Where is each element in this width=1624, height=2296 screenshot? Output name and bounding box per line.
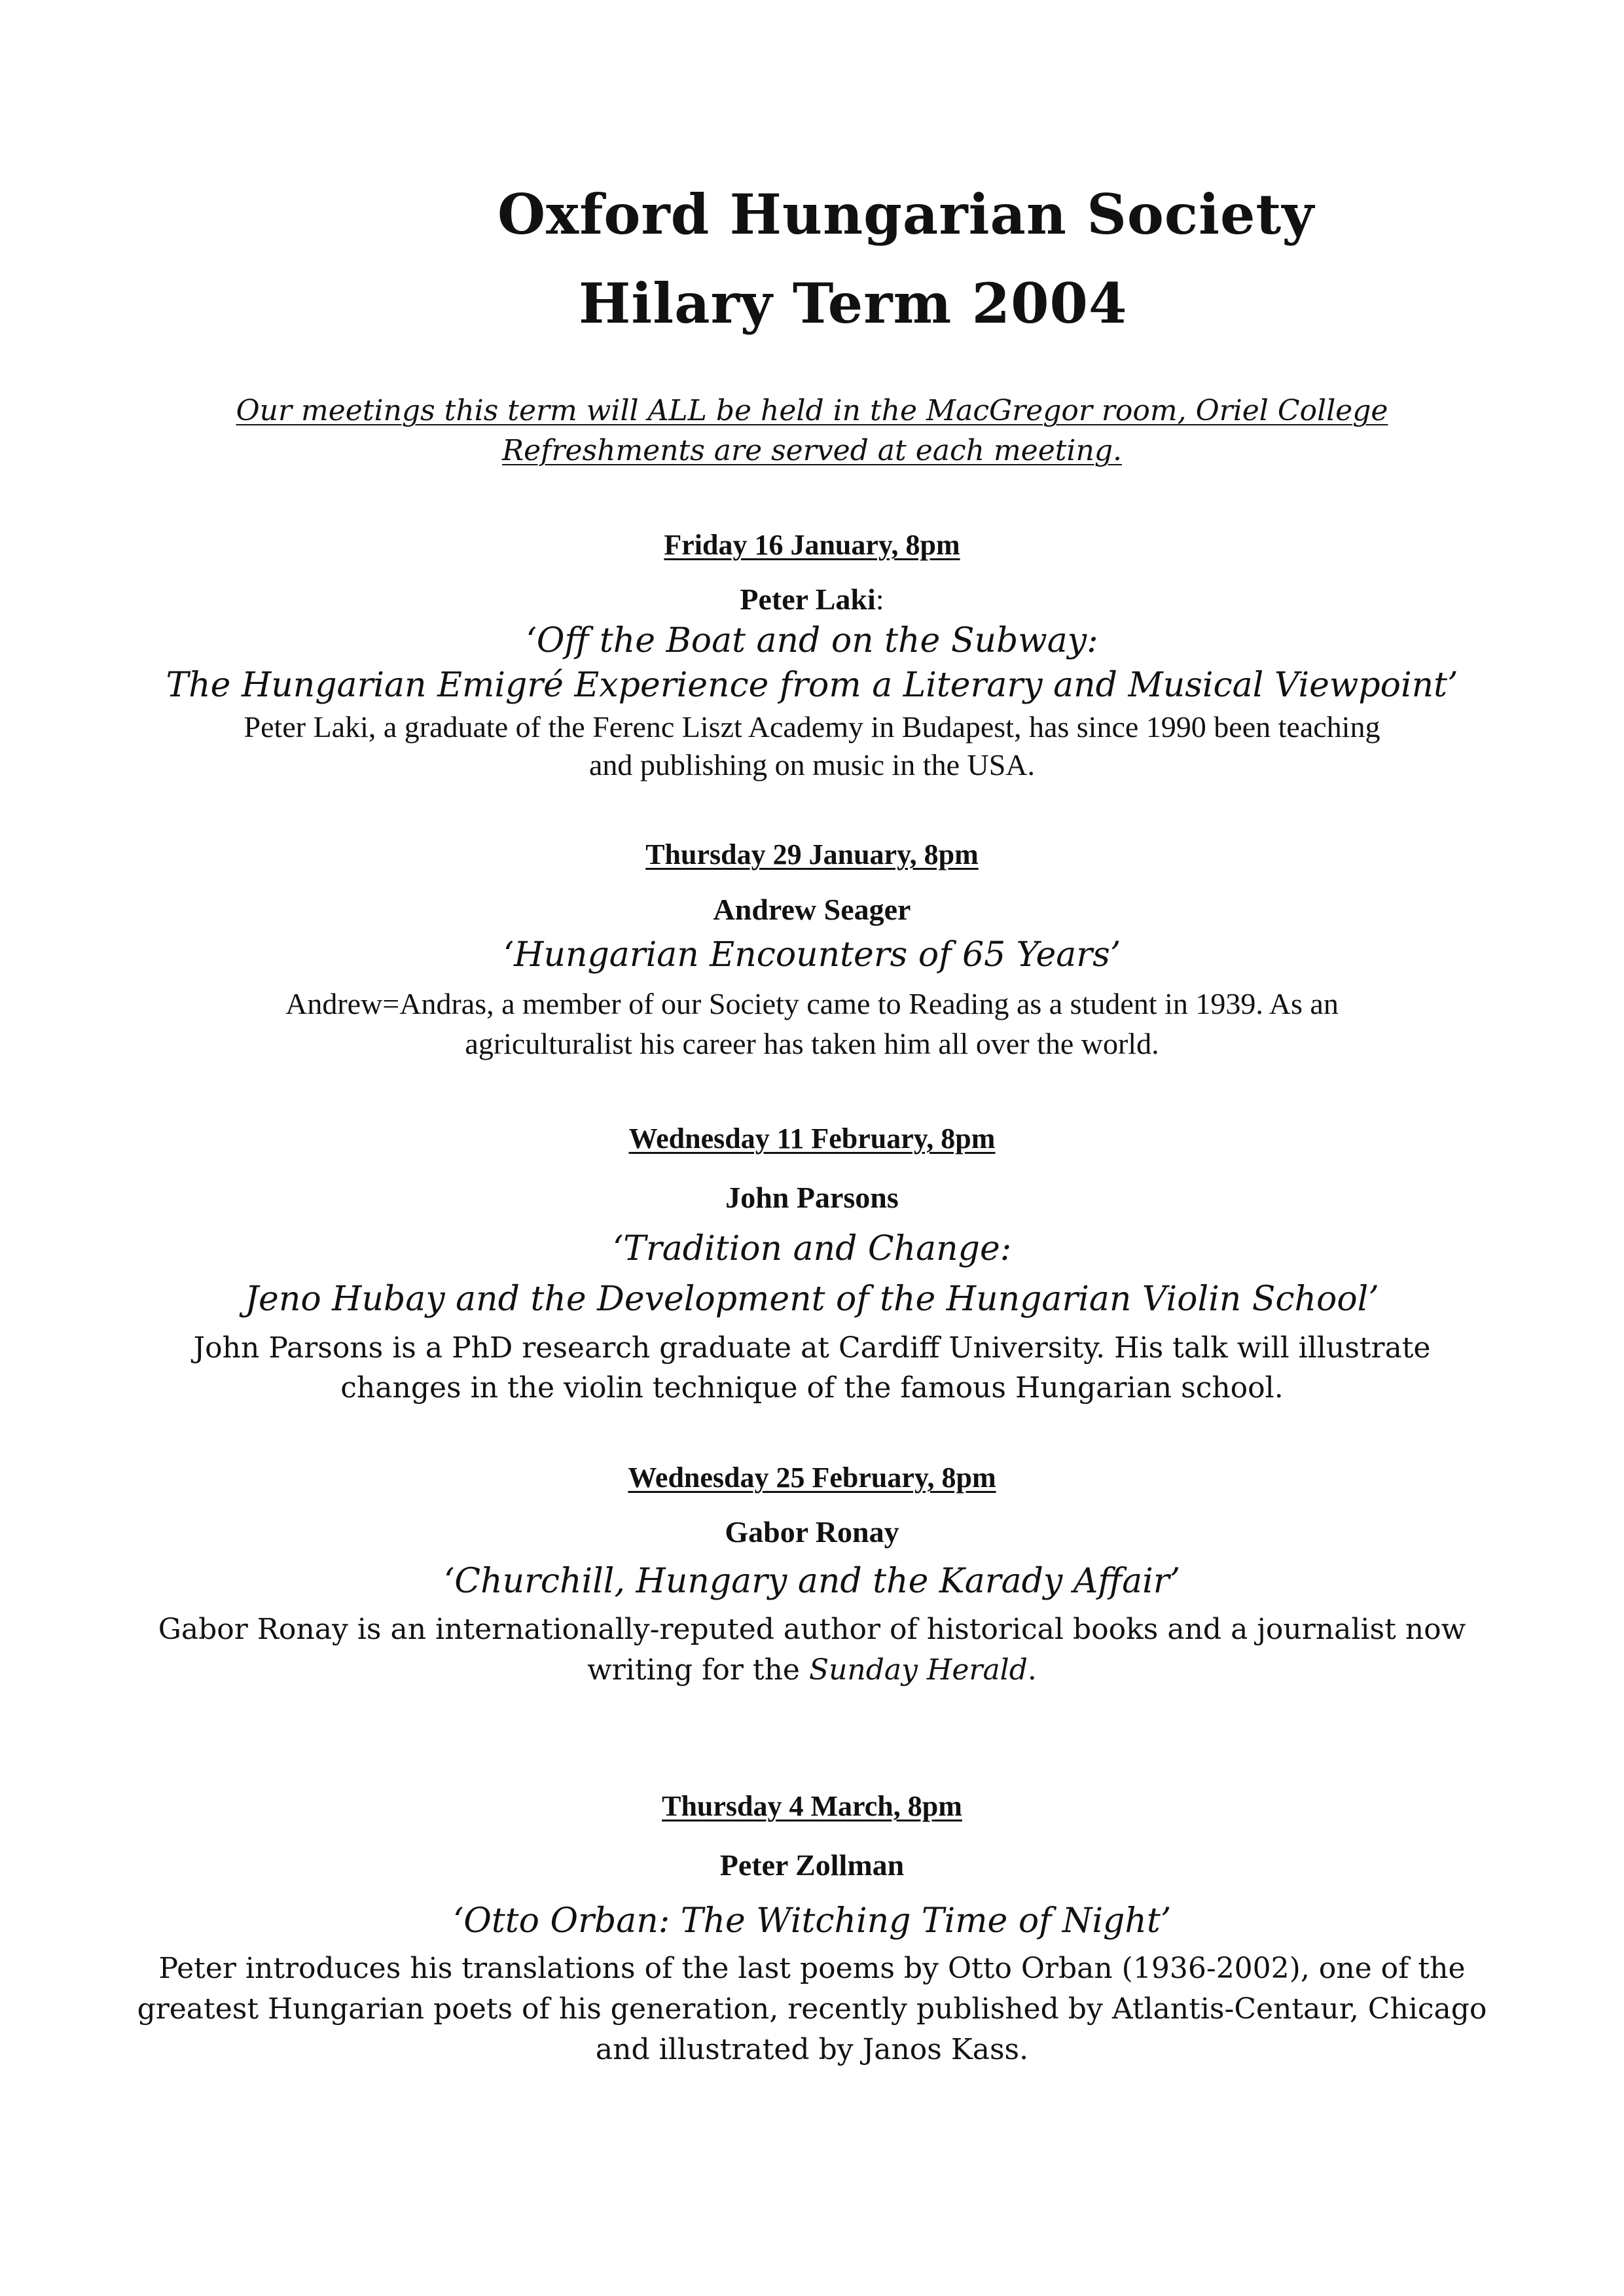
event-date: Wednesday 11 February, 8pm [628, 1122, 996, 1155]
event-talk-title: ‘Off the Boat and on the Subway: [526, 621, 1098, 660]
venue-notice: Our meetings this term will ALL be held in the MacGregor room, Oriel College [236, 394, 1388, 427]
refreshments-notice: Refreshments are served at each meeting. [502, 434, 1122, 467]
event-description: changes in the violin technique of the famous Hungarian school. [340, 1371, 1284, 1405]
event-speaker: Peter Zollman [719, 1848, 905, 1882]
event-speaker: Andrew Seager [713, 893, 911, 926]
event-speaker [131, 580, 1493, 619]
event-description: greatest Hungarian poets of his generation, recently published by Atlantis-Centaur, Chicago [137, 1992, 1487, 2026]
event-date: Thursday 29 January, 8pm [645, 838, 979, 870]
event-description: and publishing on music in the USA. [588, 748, 1036, 781]
event-talk-title: ‘Otto Orban: The Witching Time of Night’ [452, 1901, 1172, 1941]
term-title: Hilary Term 2004 [579, 271, 1128, 336]
event-speaker: John Parsons [725, 1181, 899, 1214]
event-description: Peter Laki, a graduate of the Ferenc Liszt Academy in Budapest, has since 1990 been teaching [244, 710, 1380, 744]
event-date: Thursday 4 March, 8pm [662, 1790, 962, 1822]
description-text: writing for the [587, 1653, 809, 1687]
description-text: . [1027, 1653, 1037, 1687]
speaker-suffix: : [875, 583, 884, 616]
event-date: Friday 16 January, 8pm [664, 529, 960, 561]
speaker-name: Peter Laki [740, 583, 876, 616]
event-talk-title: Jeno Hubay and the Development of the Hungarian Violin School’ [245, 1280, 1379, 1319]
event-description: and illustrated by Janos Kass. [595, 2033, 1029, 2066]
publication-name: Sunday Herald [808, 1653, 1028, 1687]
event-description: Peter introduces his translations of the last poems by Otto Orban (1936-2002), one of the [158, 1952, 1466, 1985]
event-description: Andrew=Andras, a member of our Society came to Reading as a student in 1939. As an [285, 987, 1339, 1020]
event-talk-title: ‘Tradition and Change: [612, 1229, 1012, 1268]
event-talk-title: ‘Hungarian Encounters of 65 Years’ [503, 935, 1121, 975]
society-title: Oxford Hungarian Society [497, 182, 1315, 247]
event-description: agriculturalist his career has taken him all over the world. [465, 1027, 1159, 1060]
event-description: Gabor Ronay is an internationally-reputed author of historical books and a journalist now [158, 1613, 1466, 1646]
event-date: Wednesday 25 February, 8pm [628, 1462, 996, 1494]
event-talk-title: The Hungarian Emigré Experience from a Literary and Musical Viewpoint’ [166, 666, 1458, 705]
event-talk-title: ‘Churchill, Hungary and the Karady Affair’ [443, 1562, 1181, 1601]
event-description: John Parsons is a PhD research graduate at Cardiff University. His talk will illustrate [193, 1331, 1431, 1365]
event-description [131, 1651, 1493, 1690]
event-speaker: Gabor Ronay [725, 1515, 899, 1549]
